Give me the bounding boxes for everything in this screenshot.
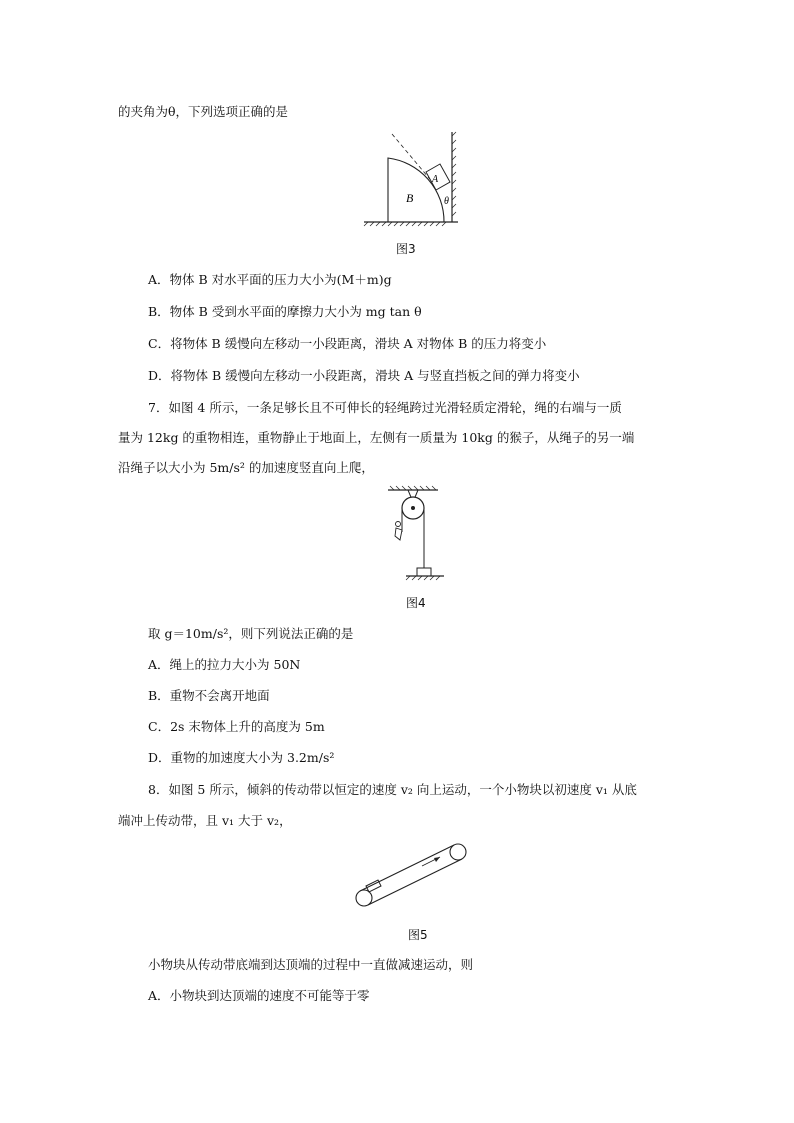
q8-stem-line-2: 端冲上传动带，且 v₁ 大于 v₂， <box>118 813 292 828</box>
figure-5 <box>350 840 480 910</box>
q7-given: 取 g＝10m/s²，则下列说法正确的是 <box>148 626 354 641</box>
q6-option-a: A．物体 B 对水平面的压力大小为(M＋m)g <box>148 272 392 287</box>
figure-3-caption: 图3 <box>396 242 416 256</box>
q8-after: 小物块从传动带底端到达顶端的过程中一直做减速运动，则 <box>148 957 474 972</box>
q6-intro: 的夹角为θ，下列选项正确的是 <box>118 104 289 119</box>
q7-option-a: A．绳上的拉力大小为 50N <box>148 657 301 672</box>
q7-stem-line-2: 量为 12kg 的重物相连，重物静止于地面上，左侧有一质量为 10kg 的猴子，从绳子的另一端 <box>118 430 635 445</box>
figure-3-label-b: B <box>406 191 414 205</box>
q8-option-a: A．小物块到达顶端的速度不可能等于零 <box>148 988 370 1003</box>
q6-option-c: C．将物体 B 缓慢向左移动一小段距离，滑块 A 对物体 B 的压力将变小 <box>148 336 547 351</box>
figure-3-label-theta: θ <box>444 196 449 207</box>
q7-option-d: D．重物的加速度大小为 3.2m/s² <box>148 750 335 765</box>
q7-stem-line-1: 7．如图 4 所示，一条足够长且不可伸长的轻绳跨过光滑轻质定滑轮，绳的右端与一质 <box>148 400 622 415</box>
q7-option-b: B．重物不会离开地面 <box>148 688 270 703</box>
q6-option-d: D．将物体 B 缓慢向左移动一小段距离，滑块 A 与竖直挡板之间的弹力将变小 <box>148 368 580 383</box>
q6-option-b: B．物体 B 受到水平面的摩擦力大小为 mg tan θ <box>148 304 422 319</box>
q7-stem-line-3: 沿绳子以大小为 5m/s² 的加速度竖直向上爬， <box>118 460 374 475</box>
q7-option-c: C．2s 末物体上升的高度为 5m <box>148 719 325 734</box>
q8-stem-line-1: 8．如图 5 所示，倾斜的传动带以恒定的速度 v₂ 向上运动，一个小物块以初速度 v₁ 从底 <box>148 782 637 797</box>
figure-3-label-a: A <box>432 174 439 185</box>
figure-4 <box>386 484 446 584</box>
figure-4-caption: 图4 <box>406 596 426 610</box>
figure-5-caption: 图5 <box>408 928 428 942</box>
figure-3 <box>362 130 462 225</box>
